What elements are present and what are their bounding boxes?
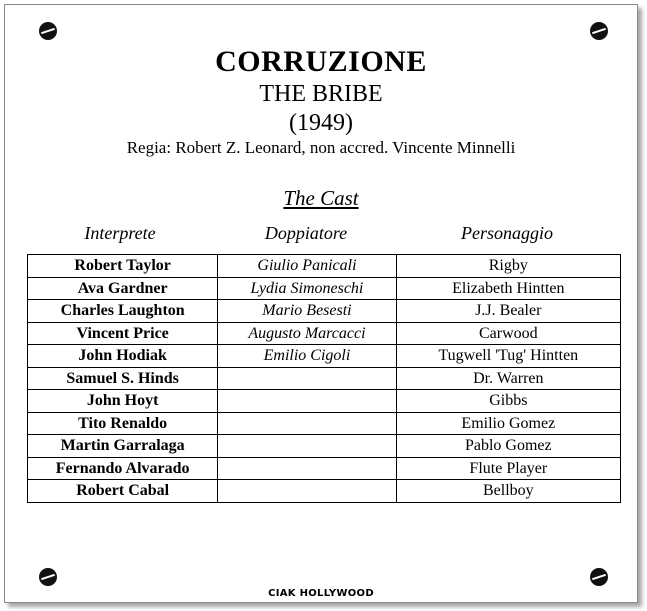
character-cell: Flute Player (396, 457, 620, 480)
voice-cell (218, 390, 396, 413)
character-cell: Dr. Warren (396, 367, 620, 390)
character-cell: Tugwell 'Tug' Hintten (396, 345, 620, 368)
voice-cell (218, 435, 396, 458)
character-cell: Carwood (396, 322, 620, 345)
actor-cell: John Hoyt (28, 390, 218, 413)
table-row (28, 322, 621, 345)
table-row (28, 367, 621, 390)
character-cell: Rigby (396, 255, 620, 278)
actor-cell: Robert Taylor (28, 255, 218, 278)
character-cell: Emilio Gomez (396, 412, 620, 435)
voice-cell: Emilio Cigoli (218, 345, 396, 368)
column-header-voice: Doppiatore (264, 223, 348, 243)
character-cell: Bellboy (396, 480, 620, 503)
screw-icon (39, 22, 57, 40)
table-row (28, 255, 621, 278)
actor-cell: Fernando Alvarado (28, 457, 218, 480)
column-header-actor: Interprete (84, 223, 156, 243)
table-row (28, 300, 621, 323)
release-year: (1949) (289, 110, 353, 136)
voice-cell (218, 412, 396, 435)
ciak-hollywood-logo: CIAK HOLLYWOOD (268, 588, 374, 599)
actor-cell: Ava Gardner (28, 277, 218, 300)
actor-cell: Samuel S. Hinds (28, 367, 218, 390)
table-row (28, 345, 621, 368)
table-row (28, 457, 621, 480)
actor-cell: John Hodiak (28, 345, 218, 368)
cast-heading: The Cast (283, 186, 359, 210)
actor-cell: Robert Cabal (28, 480, 218, 503)
cast-table (27, 254, 621, 503)
voice-cell (218, 457, 396, 480)
character-cell: J.J. Bealer (396, 300, 620, 323)
voice-cell (218, 367, 396, 390)
page-title: CORRUZIONE (215, 45, 427, 78)
table-row (28, 412, 621, 435)
actor-cell: Martin Garralaga (28, 435, 218, 458)
actor-cell: Charles Laughton (28, 300, 218, 323)
plaque (4, 4, 638, 603)
original-title: THE BRIBE (259, 81, 383, 107)
column-header-character: Personaggio (461, 223, 553, 243)
screw-icon (590, 568, 608, 586)
table-row (28, 435, 621, 458)
voice-cell: Giulio Panicali (218, 255, 396, 278)
actor-cell: Tito Renaldo (28, 412, 218, 435)
screw-icon (39, 568, 57, 586)
character-cell: Pablo Gomez (396, 435, 620, 458)
character-cell: Gibbs (396, 390, 620, 413)
voice-cell: Lydia Simoneschi (218, 277, 396, 300)
voice-cell (218, 480, 396, 503)
table-row (28, 480, 621, 503)
table-row (28, 277, 621, 300)
character-cell: Elizabeth Hintten (396, 277, 620, 300)
voice-cell: Augusto Marcacci (218, 322, 396, 345)
director-credit: Regia: Robert Z. Leonard, non accred. Vincente Minnelli (126, 138, 516, 157)
screw-icon (590, 22, 608, 40)
table-row (28, 390, 621, 413)
actor-cell: Vincent Price (28, 322, 218, 345)
voice-cell: Mario Besesti (218, 300, 396, 323)
